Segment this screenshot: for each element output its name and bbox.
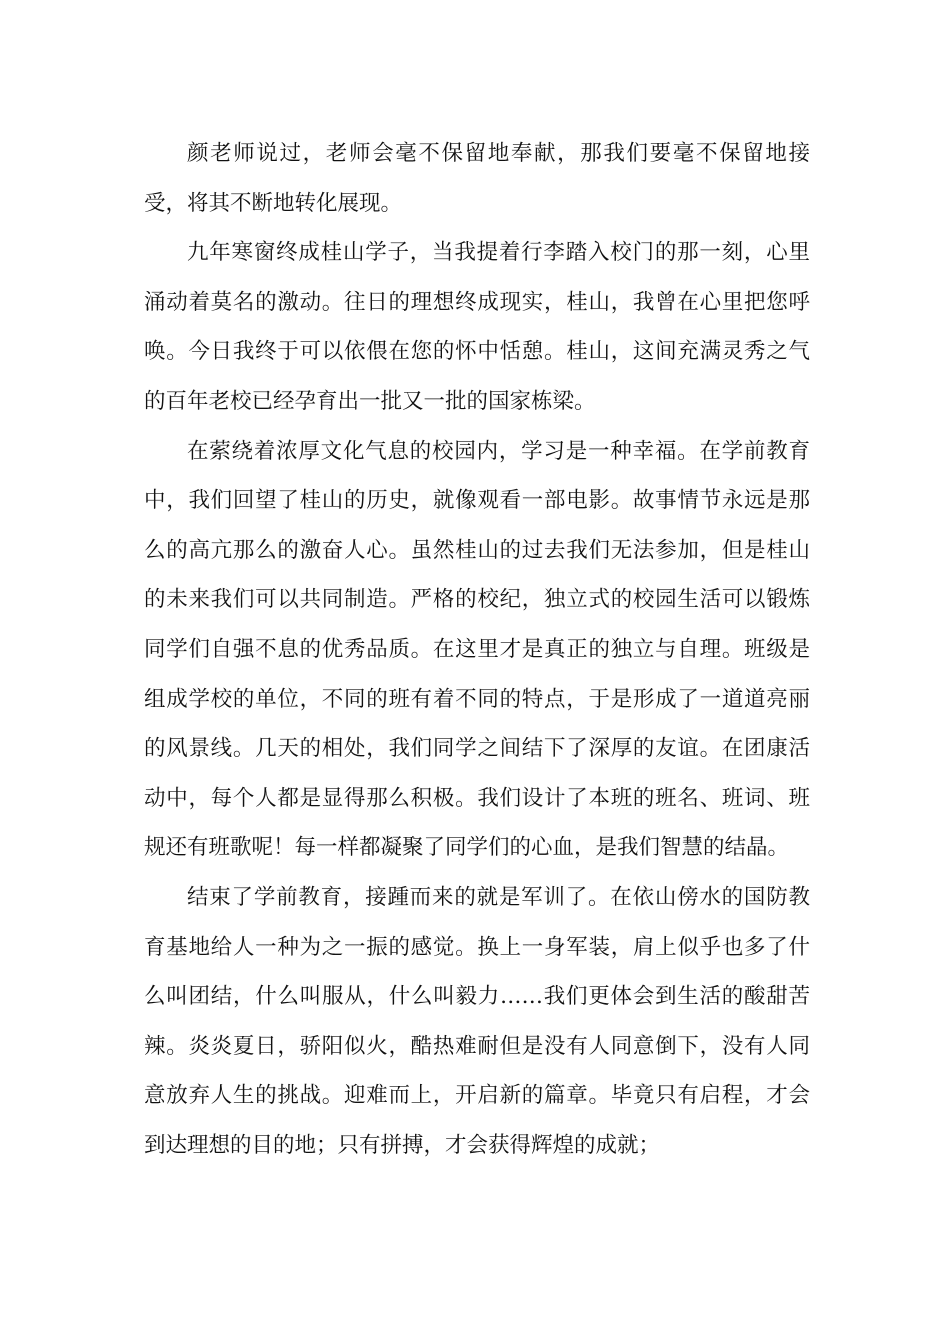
document-body: [144, 129, 810, 1170]
paragraph-2: 九年寒窗终成桂山学子，当我提着行李踏入校门的那一刻，心里涌动着莫名的激动。往日的理想终成现实，桂山，我曾在心里把您呼唤。今日我终于可以依偎在您的怀中恬憩。桂山，这间充满灵秀之气的百年老校已经孕育出一批又一批的国家栋梁。: [144, 240, 810, 414]
paragraph-1: 颜老师说过，老师会毫不保留地奉献，那我们要毫不保留地接受，将其不断地转化展现。: [144, 141, 810, 216]
paragraph-3: 在萦绕着浓厚文化气息的校园内，学习是一种幸福。在学前教育中，我们回望了桂山的历史，就像观看一部电影。故事情节永远是那么的高亢那么的激奋人心。虽然桂山的过去我们无法参加，但是桂山的未来我们可以共同制造。严格的校纪，独立式的校园生活可以锻炼同学们自强不息的优秀品质。在这里才是真正的独立与自理。班级是组成学校的单位，不同的班有着不同的特点，于是形成了一道道亮丽的风景线。几天的相处，我们同学之间结下了深厚的友谊。在团康活动中，每个人都是显得那么积极。我们设计了本班的班名、班词、班规还有班歌呢！每一样都凝聚了同学们的心血，是我们智慧的结晶。: [144, 438, 810, 861]
paragraph-4: 结束了学前教育，接踵而来的就是军训了。在依山傍水的国防教育基地给人一种为之一振的感觉。换上一身军装，肩上似乎也多了什么叫团结，什么叫服从，什么叫毅力……我们更体会到生活的酸甜苦辣。炎炎夏日，骄阳似火，酷热难耐但是没有人同意倒下，没有人同意放弃人生的挑战。迎难而上，开启新的篇章。毕竟只有启程，才会到达理想的目的地；只有拼搏，才会获得辉煌的成就；: [144, 884, 810, 1158]
